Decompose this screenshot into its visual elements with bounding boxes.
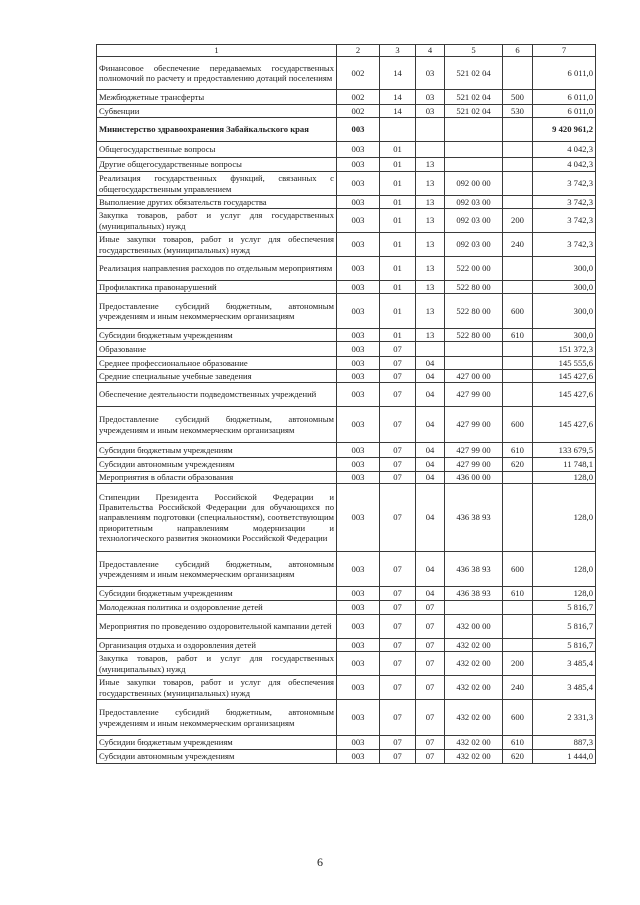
expense-type-code: 600 (503, 552, 533, 587)
expense-type-code: 600 (503, 294, 533, 329)
expense-type-code (503, 281, 533, 294)
section-code: 07 (380, 700, 416, 736)
subsection-code (416, 118, 445, 142)
subsection-code: 07 (416, 676, 445, 700)
target-article-code (445, 118, 503, 142)
ministry-code: 003 (337, 196, 380, 209)
section-code: 07 (380, 443, 416, 458)
subsection-code: 07 (416, 639, 445, 652)
target-article-code: 522 00 00 (445, 257, 503, 281)
expense-type-code: 610 (503, 443, 533, 458)
subsection-code: 03 (416, 105, 445, 118)
table-row (97, 233, 596, 257)
table-row (97, 472, 596, 484)
expense-type-code (503, 172, 533, 196)
amount: 3 742,3 (533, 196, 596, 209)
item-name: Финансовое обеспечение передаваемых государственных полномочий по расчету и предоставлению дотаций поселениям (97, 57, 337, 90)
table-row (97, 294, 596, 329)
expense-type-code: 500 (503, 90, 533, 105)
subsection-code: 13 (416, 158, 445, 172)
expense-type-code (503, 118, 533, 142)
expense-type-code: 600 (503, 407, 533, 443)
target-article-code: 522 80 00 (445, 281, 503, 294)
expense-type-code: 600 (503, 700, 533, 736)
amount: 4 042,3 (533, 142, 596, 158)
amount: 145 555,6 (533, 357, 596, 370)
expense-type-code (503, 615, 533, 639)
ministry-code: 003 (337, 750, 380, 764)
target-article-code: 432 02 00 (445, 639, 503, 652)
expense-type-code: 200 (503, 652, 533, 676)
target-article-code: 432 02 00 (445, 736, 503, 750)
target-article-code: 427 00 00 (445, 370, 503, 383)
table-row (97, 750, 596, 764)
amount: 145 427,6 (533, 383, 596, 407)
amount: 128,0 (533, 587, 596, 601)
target-article-code: 522 80 00 (445, 329, 503, 342)
section-code: 07 (380, 652, 416, 676)
target-article-code: 092 03 00 (445, 233, 503, 257)
table-row (97, 172, 596, 196)
item-name: Обеспечение деятельности подведомственных учреждений (97, 383, 337, 407)
amount: 6 011,0 (533, 57, 596, 90)
item-name: Межбюджетные трансферты (97, 90, 337, 105)
item-name: Закупка товаров, работ и услуг для государственных (муниципальных) нужд (97, 209, 337, 233)
item-name: Молодежная политика и оздоровление детей (97, 601, 337, 615)
subsection-code (416, 142, 445, 158)
amount: 145 427,6 (533, 407, 596, 443)
table-row (97, 281, 596, 294)
subsection-code: 07 (416, 601, 445, 615)
target-article-code: 427 99 00 (445, 407, 503, 443)
subsection-code: 04 (416, 458, 445, 472)
subsection-code: 07 (416, 615, 445, 639)
section-code: 07 (380, 407, 416, 443)
expense-type-code (503, 472, 533, 484)
ministry-code: 003 (337, 158, 380, 172)
amount: 5 816,7 (533, 601, 596, 615)
ministry-code: 003 (337, 601, 380, 615)
subsection-code: 07 (416, 652, 445, 676)
section-code: 01 (380, 281, 416, 294)
ministry-code: 003 (337, 383, 380, 407)
section-code: 01 (380, 158, 416, 172)
ministry-code: 003 (337, 370, 380, 383)
item-name: Субсидии бюджетным учреждениям (97, 736, 337, 750)
amount: 151 372,3 (533, 342, 596, 357)
amount: 9 420 961,2 (533, 118, 596, 142)
amount: 3 742,3 (533, 209, 596, 233)
expense-type-code (503, 601, 533, 615)
amount: 3 742,3 (533, 233, 596, 257)
table-row (97, 615, 596, 639)
subsection-code: 13 (416, 209, 445, 233)
target-article-code: 436 38 93 (445, 587, 503, 601)
item-name: Министерство здравоохранения Забайкальского края (97, 118, 337, 142)
amount: 11 748,1 (533, 458, 596, 472)
table-row (97, 407, 596, 443)
ministry-code: 003 (337, 357, 380, 370)
page-number: 6 (317, 855, 323, 869)
ministry-code: 003 (337, 281, 380, 294)
subsection-code: 04 (416, 383, 445, 407)
expense-type-code (503, 57, 533, 90)
amount: 1 444,0 (533, 750, 596, 764)
section-code: 07 (380, 357, 416, 370)
expense-type-code (503, 142, 533, 158)
table-row (97, 357, 596, 370)
item-name: Субсидии бюджетным учреждениям (97, 329, 337, 342)
expense-type-code: 240 (503, 676, 533, 700)
ministry-code: 003 (337, 615, 380, 639)
target-article-code: 427 99 00 (445, 443, 503, 458)
section-code: 07 (380, 587, 416, 601)
subsection-code: 03 (416, 90, 445, 105)
section-code: 01 (380, 172, 416, 196)
table-row (97, 676, 596, 700)
amount: 2 331,3 (533, 700, 596, 736)
item-name: Предоставление субсидий бюджетным, автономным учреждениям и иным некоммерческим организациям (97, 407, 337, 443)
section-code: 01 (380, 142, 416, 158)
subsection-code: 04 (416, 484, 445, 552)
amount: 300,0 (533, 281, 596, 294)
item-name: Закупка товаров, работ и услуг для государственных (муниципальных) нужд (97, 652, 337, 676)
subsection-code (416, 342, 445, 357)
subsection-code: 04 (416, 407, 445, 443)
expense-type-code: 610 (503, 329, 533, 342)
expense-type-code: 240 (503, 233, 533, 257)
item-name: Предоставление субсидий бюджетным, автономным учреждениям и иным некоммерческим организациям (97, 294, 337, 329)
ministry-code: 002 (337, 57, 380, 90)
ministry-code: 003 (337, 552, 380, 587)
ministry-code: 003 (337, 342, 380, 357)
ministry-code: 003 (337, 443, 380, 458)
section-code: 01 (380, 196, 416, 209)
ministry-code: 003 (337, 458, 380, 472)
item-name: Предоставление субсидий бюджетным, автономным учреждениям и иным некоммерческим организациям (97, 552, 337, 587)
section-code: 07 (380, 601, 416, 615)
table-row (97, 443, 596, 458)
expense-type-code (503, 357, 533, 370)
section-code: 01 (380, 294, 416, 329)
item-name: Субсидии автономным учреждениям (97, 750, 337, 764)
ministry-code: 003 (337, 484, 380, 552)
amount: 133 679,5 (533, 443, 596, 458)
expense-type-code (503, 158, 533, 172)
section-code: 07 (380, 383, 416, 407)
table-row (97, 458, 596, 472)
expense-type-code: 610 (503, 736, 533, 750)
amount: 5 816,7 (533, 639, 596, 652)
table-row (97, 383, 596, 407)
target-article-code (445, 357, 503, 370)
section-code: 07 (380, 736, 416, 750)
target-article-code: 522 80 00 (445, 294, 503, 329)
item-name: Выполнение других обязательств государства (97, 196, 337, 209)
expense-type-code: 610 (503, 587, 533, 601)
ministry-code: 003 (337, 172, 380, 196)
item-name: Субсидии автономным учреждениям (97, 458, 337, 472)
table-row (97, 90, 596, 105)
col-header-7: 7 (533, 45, 596, 57)
table-row (97, 57, 596, 90)
col-header-3: 3 (380, 45, 416, 57)
col-header-4: 4 (416, 45, 445, 57)
target-article-code: 092 03 00 (445, 196, 503, 209)
ministry-code: 002 (337, 90, 380, 105)
ministry-code: 003 (337, 233, 380, 257)
table-row (97, 652, 596, 676)
subsection-code: 13 (416, 233, 445, 257)
table-row (97, 158, 596, 172)
col-header-1: 1 (97, 45, 337, 57)
expense-type-code (503, 257, 533, 281)
table-row (97, 196, 596, 209)
col-header-6: 6 (503, 45, 533, 57)
item-name: Иные закупки товаров, работ и услуг для обеспечения государственных (муниципальных) нужд (97, 676, 337, 700)
subsection-code: 13 (416, 281, 445, 294)
target-article-code: 521 02 04 (445, 57, 503, 90)
amount: 300,0 (533, 294, 596, 329)
target-article-code: 432 02 00 (445, 750, 503, 764)
item-name: Средние специальные учебные заведения (97, 370, 337, 383)
expense-type-code (503, 639, 533, 652)
target-article-code: 427 99 00 (445, 383, 503, 407)
item-name: Образование (97, 342, 337, 357)
amount: 128,0 (533, 472, 596, 484)
item-name: Предоставление субсидий бюджетным, автономным учреждениям и иным некоммерческим организациям (97, 700, 337, 736)
ministry-code: 003 (337, 587, 380, 601)
expense-type-code: 530 (503, 105, 533, 118)
item-name: Общегосударственные вопросы (97, 142, 337, 158)
ministry-code: 003 (337, 118, 380, 142)
table-row (97, 736, 596, 750)
amount: 5 816,7 (533, 615, 596, 639)
target-article-code (445, 158, 503, 172)
amount: 128,0 (533, 552, 596, 587)
target-article-code: 521 02 04 (445, 105, 503, 118)
ministry-code: 002 (337, 105, 380, 118)
section-code: 07 (380, 458, 416, 472)
amount: 300,0 (533, 257, 596, 281)
target-article-code: 436 38 93 (445, 484, 503, 552)
ministry-code: 003 (337, 294, 380, 329)
item-name: Мероприятия в области образования (97, 472, 337, 484)
subsection-code: 13 (416, 196, 445, 209)
section-code: 14 (380, 105, 416, 118)
item-name: Реализация направления расходов по отдельным мероприятиям (97, 257, 337, 281)
subsection-code: 04 (416, 357, 445, 370)
budget-table (96, 44, 596, 764)
amount: 128,0 (533, 484, 596, 552)
table-row (97, 587, 596, 601)
subsection-code: 04 (416, 552, 445, 587)
table-body (97, 57, 596, 764)
target-article-code: 092 00 00 (445, 172, 503, 196)
section-code: 07 (380, 472, 416, 484)
item-name: Профилактика правонарушений (97, 281, 337, 294)
ministry-code: 003 (337, 472, 380, 484)
item-name: Организация отдыха и оздоровления детей (97, 639, 337, 652)
target-article-code (445, 601, 503, 615)
item-name: Среднее профессиональное образование (97, 357, 337, 370)
col-header-5: 5 (445, 45, 503, 57)
table-row (97, 142, 596, 158)
table-row (97, 639, 596, 652)
item-name: Мероприятия по проведению оздоровительной кампании детей (97, 615, 337, 639)
expense-type-code (503, 484, 533, 552)
subsection-code: 04 (416, 370, 445, 383)
section-code: 07 (380, 484, 416, 552)
target-article-code: 436 00 00 (445, 472, 503, 484)
amount: 3 742,3 (533, 172, 596, 196)
table-row (97, 552, 596, 587)
amount: 887,3 (533, 736, 596, 750)
section-code: 14 (380, 57, 416, 90)
ministry-code: 003 (337, 736, 380, 750)
expense-type-code: 200 (503, 209, 533, 233)
ministry-code: 003 (337, 257, 380, 281)
table-row (97, 105, 596, 118)
ministry-code: 003 (337, 639, 380, 652)
target-article-code (445, 342, 503, 357)
expense-type-code: 620 (503, 458, 533, 472)
expense-type-code (503, 370, 533, 383)
section-code: 01 (380, 257, 416, 281)
ministry-code: 003 (337, 700, 380, 736)
table-row (97, 484, 596, 552)
section-code: 07 (380, 342, 416, 357)
header-row (97, 45, 596, 57)
table-row (97, 257, 596, 281)
amount: 6 011,0 (533, 90, 596, 105)
amount: 145 427,6 (533, 370, 596, 383)
section-code: 07 (380, 370, 416, 383)
table-row (97, 601, 596, 615)
section-code: 07 (380, 615, 416, 639)
table-row (97, 209, 596, 233)
target-article-code (445, 142, 503, 158)
subsection-code: 13 (416, 172, 445, 196)
amount: 300,0 (533, 329, 596, 342)
item-name: Субсидии бюджетным учреждениям (97, 587, 337, 601)
col-header-2: 2 (337, 45, 380, 57)
subsection-code: 07 (416, 750, 445, 764)
section-code (380, 118, 416, 142)
ministry-code: 003 (337, 209, 380, 233)
amount: 4 042,3 (533, 158, 596, 172)
table-row (97, 370, 596, 383)
item-name: Реализация государственных функций, связанных с общегосударственным управлением (97, 172, 337, 196)
ministry-code: 003 (337, 652, 380, 676)
subsection-code: 13 (416, 329, 445, 342)
item-name: Стипендии Президента Российской Федерации и Правительства Российской Федерации для обучающихся по направлениям подготовки (специальностям), соответствующим приоритетным направлениям модернизации и технологического развития экономики Российской Федерации (97, 484, 337, 552)
expense-type-code (503, 383, 533, 407)
section-code: 07 (380, 750, 416, 764)
target-article-code: 427 99 00 (445, 458, 503, 472)
target-article-code: 092 03 00 (445, 209, 503, 233)
section-code: 01 (380, 233, 416, 257)
expense-type-code: 620 (503, 750, 533, 764)
target-article-code: 521 02 04 (445, 90, 503, 105)
ministry-code: 003 (337, 329, 380, 342)
subsection-code: 13 (416, 257, 445, 281)
expense-type-code (503, 342, 533, 357)
table-row (97, 342, 596, 357)
subsection-code: 03 (416, 57, 445, 90)
section-code: 14 (380, 90, 416, 105)
amount: 3 485,4 (533, 676, 596, 700)
section-code: 07 (380, 639, 416, 652)
subsection-code: 07 (416, 700, 445, 736)
ministry-code: 003 (337, 142, 380, 158)
section-code: 01 (380, 329, 416, 342)
target-article-code: 432 02 00 (445, 700, 503, 736)
subsection-code: 04 (416, 472, 445, 484)
item-name: Субсидии бюджетным учреждениям (97, 443, 337, 458)
table-row (97, 118, 596, 142)
subsection-code: 04 (416, 443, 445, 458)
target-article-code: 432 02 00 (445, 652, 503, 676)
target-article-code: 432 00 00 (445, 615, 503, 639)
table-row (97, 329, 596, 342)
table-row (97, 700, 596, 736)
section-code: 07 (380, 676, 416, 700)
section-code: 07 (380, 552, 416, 587)
subsection-code: 07 (416, 736, 445, 750)
ministry-code: 003 (337, 676, 380, 700)
amount: 3 485,4 (533, 652, 596, 676)
section-code: 01 (380, 209, 416, 233)
ministry-code: 003 (337, 407, 380, 443)
item-name: Другие общегосударственные вопросы (97, 158, 337, 172)
expense-type-code (503, 196, 533, 209)
amount: 6 011,0 (533, 105, 596, 118)
subsection-code: 13 (416, 294, 445, 329)
target-article-code: 436 38 93 (445, 552, 503, 587)
item-name: Субвенции (97, 105, 337, 118)
target-article-code: 432 02 00 (445, 676, 503, 700)
item-name: Иные закупки товаров, работ и услуг для обеспечения государственных (муниципальных) нужд (97, 233, 337, 257)
subsection-code: 04 (416, 587, 445, 601)
